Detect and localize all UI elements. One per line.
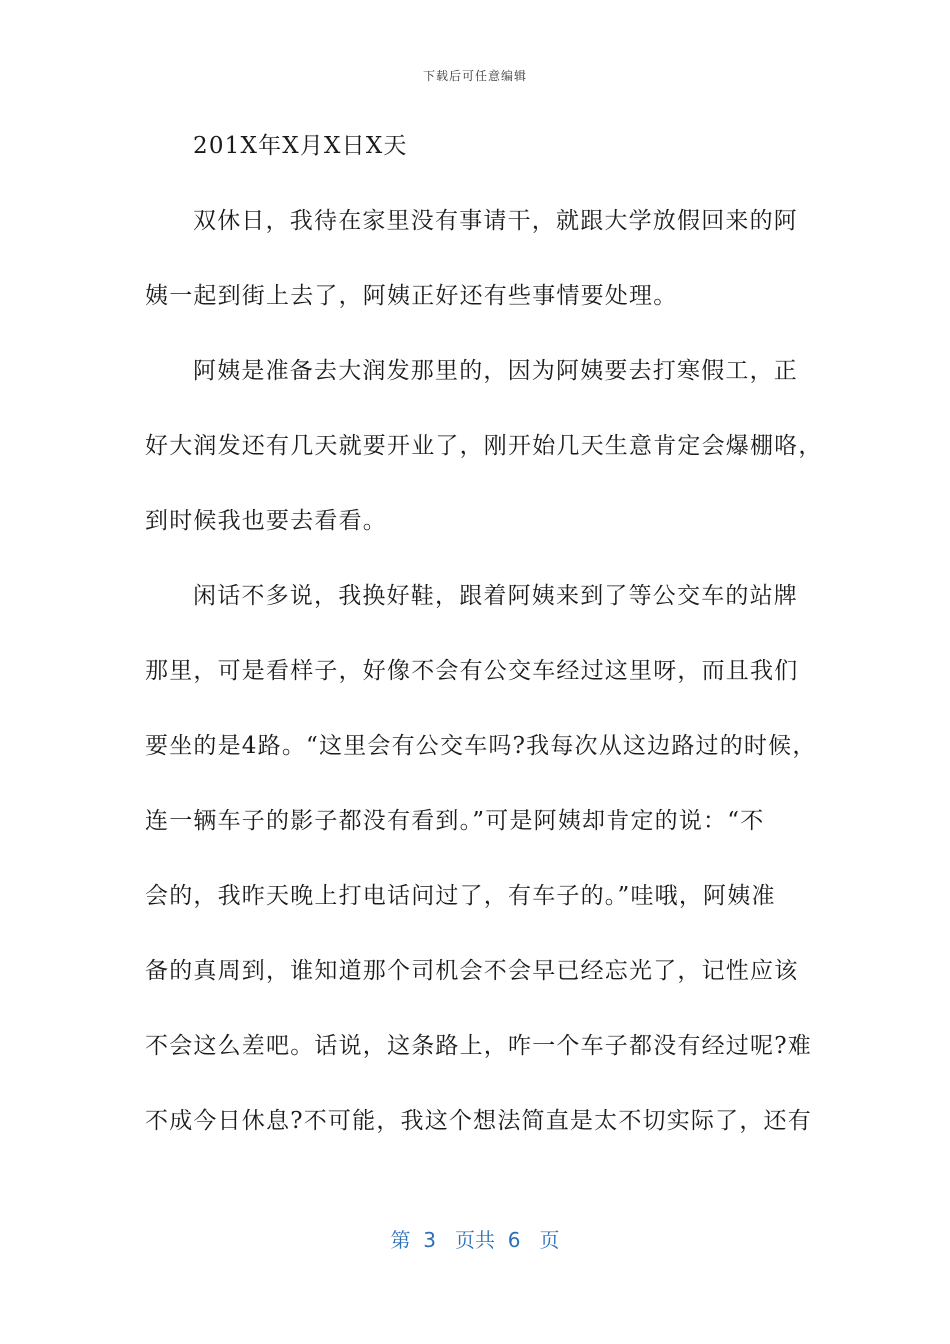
text-line: 不成今日休息?不可能，我这个想法简直是太不切实际了，还有 [145,1108,812,1134]
text-line: 会的，我昨天晚上打电话问过了，有车子的。”哇哦，阿姨准 [145,883,776,909]
text-line: 姨一起到街上去了，阿姨正好还有些事情要处理。 [145,283,678,309]
text-line: 闲话不多说，我换好鞋，跟着阿姨来到了等公交车的站牌 [193,583,798,609]
text-line: 连一辆车子的影子都没有看到。”可是阿姨却肯定的说：“不 [145,808,765,834]
text-line: 201X年X月X日X天 [193,133,408,159]
text-line: 到时候我也要去看看。 [145,508,387,534]
text-line: 那里，可是看样子，好像不会有公交车经过这里呀，而且我们 [145,658,799,684]
text-line: 阿姨是准备去大润发那里的，因为阿姨要去打寒假工，正 [193,358,798,384]
text-line: 备的真周到，谁知道那个司机会不会早已经忘光了，记性应该 [145,958,799,984]
text-line: 双休日，我待在家里没有事请干，就跟大学放假回来的阿 [193,208,798,234]
text-line: 好大润发还有几天就要开业了，刚开始几天生意肯定会爆棚咯， [145,433,823,459]
document-body [145,126,823,1176]
text-line: 不会这么差吧。话说，这条路上，咋一个车子都没有经过呢?难 [145,1033,812,1059]
header-note: 下载后可任意编辑 [422,69,527,83]
page-footer: 第 3 页共 6 页 [390,1228,560,1252]
text-line: 要坐的是4路。“这里会有公交车吗?我每次从这边路过的时候， [145,733,817,759]
